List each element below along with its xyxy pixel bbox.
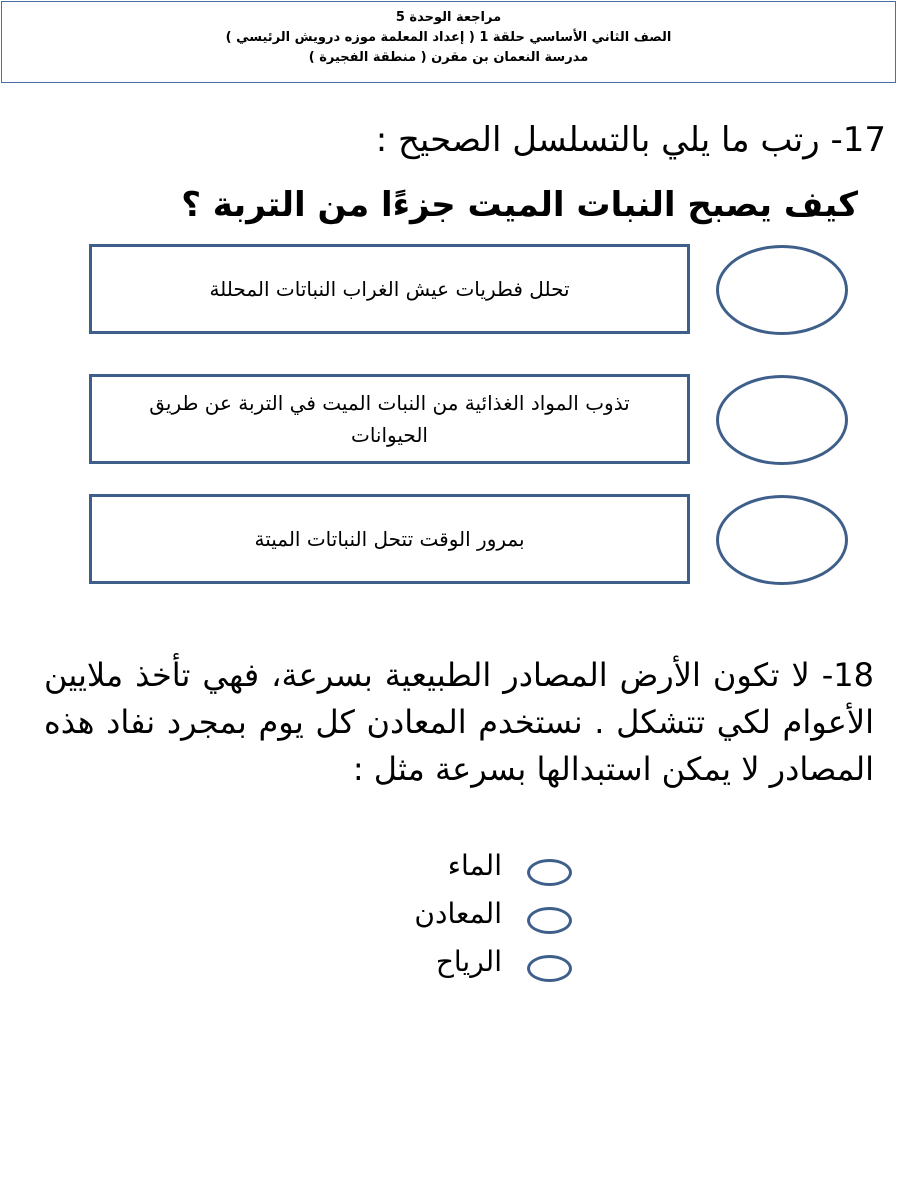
worksheet-header — [1, 1, 896, 83]
option-radio[interactable] — [527, 955, 572, 982]
option-label: الرياح — [435, 945, 502, 978]
sequence-step-box: تحلل فطريات عيش الغراب النباتات المحللة — [89, 244, 690, 334]
question-18-text: 18- لا تكون الأرض المصادر الطبيعية بسرعة، فهي تأخذ ملايين الأعوام لكي تتشكل . نستخدم المعادن كل يوم بمجرد نفاد هذه المصادر لا يمكن استبدالها بسرعة مثل : — [44, 656, 874, 788]
question-17-subtitle: كيف يصبح النبات الميت جزءًا من التربة ؟ — [181, 185, 858, 225]
order-answer-oval[interactable] — [716, 495, 848, 585]
order-answer-oval[interactable] — [716, 375, 848, 465]
unit-review-title: مراجعة الوحدة 5 — [395, 10, 502, 25]
school-line: مدرسة النعمان بن مقرن ( منطقة الفجيرة ) — [308, 50, 589, 65]
grade-teacher-line: الصف الثاني الأساسي حلقة 1 ( إعداد المعلمة موزه درويش الرئيسي ) — [225, 30, 672, 45]
question-17-prompt: 17- رتب ما يلي بالتسلسل الصحيح : — [375, 120, 886, 160]
option-label: المعادن — [414, 897, 502, 930]
option-radio[interactable] — [527, 859, 572, 886]
option-radio[interactable] — [527, 907, 572, 934]
sequence-step-box: تذوب المواد الغذائية من النبات الميت في التربة عن طريق الحيوانات — [89, 374, 690, 464]
option-label: الماء — [447, 849, 502, 882]
sequence-step-box: بمرور الوقت تتحل النباتات الميتة — [89, 494, 690, 584]
order-answer-oval[interactable] — [716, 245, 848, 335]
